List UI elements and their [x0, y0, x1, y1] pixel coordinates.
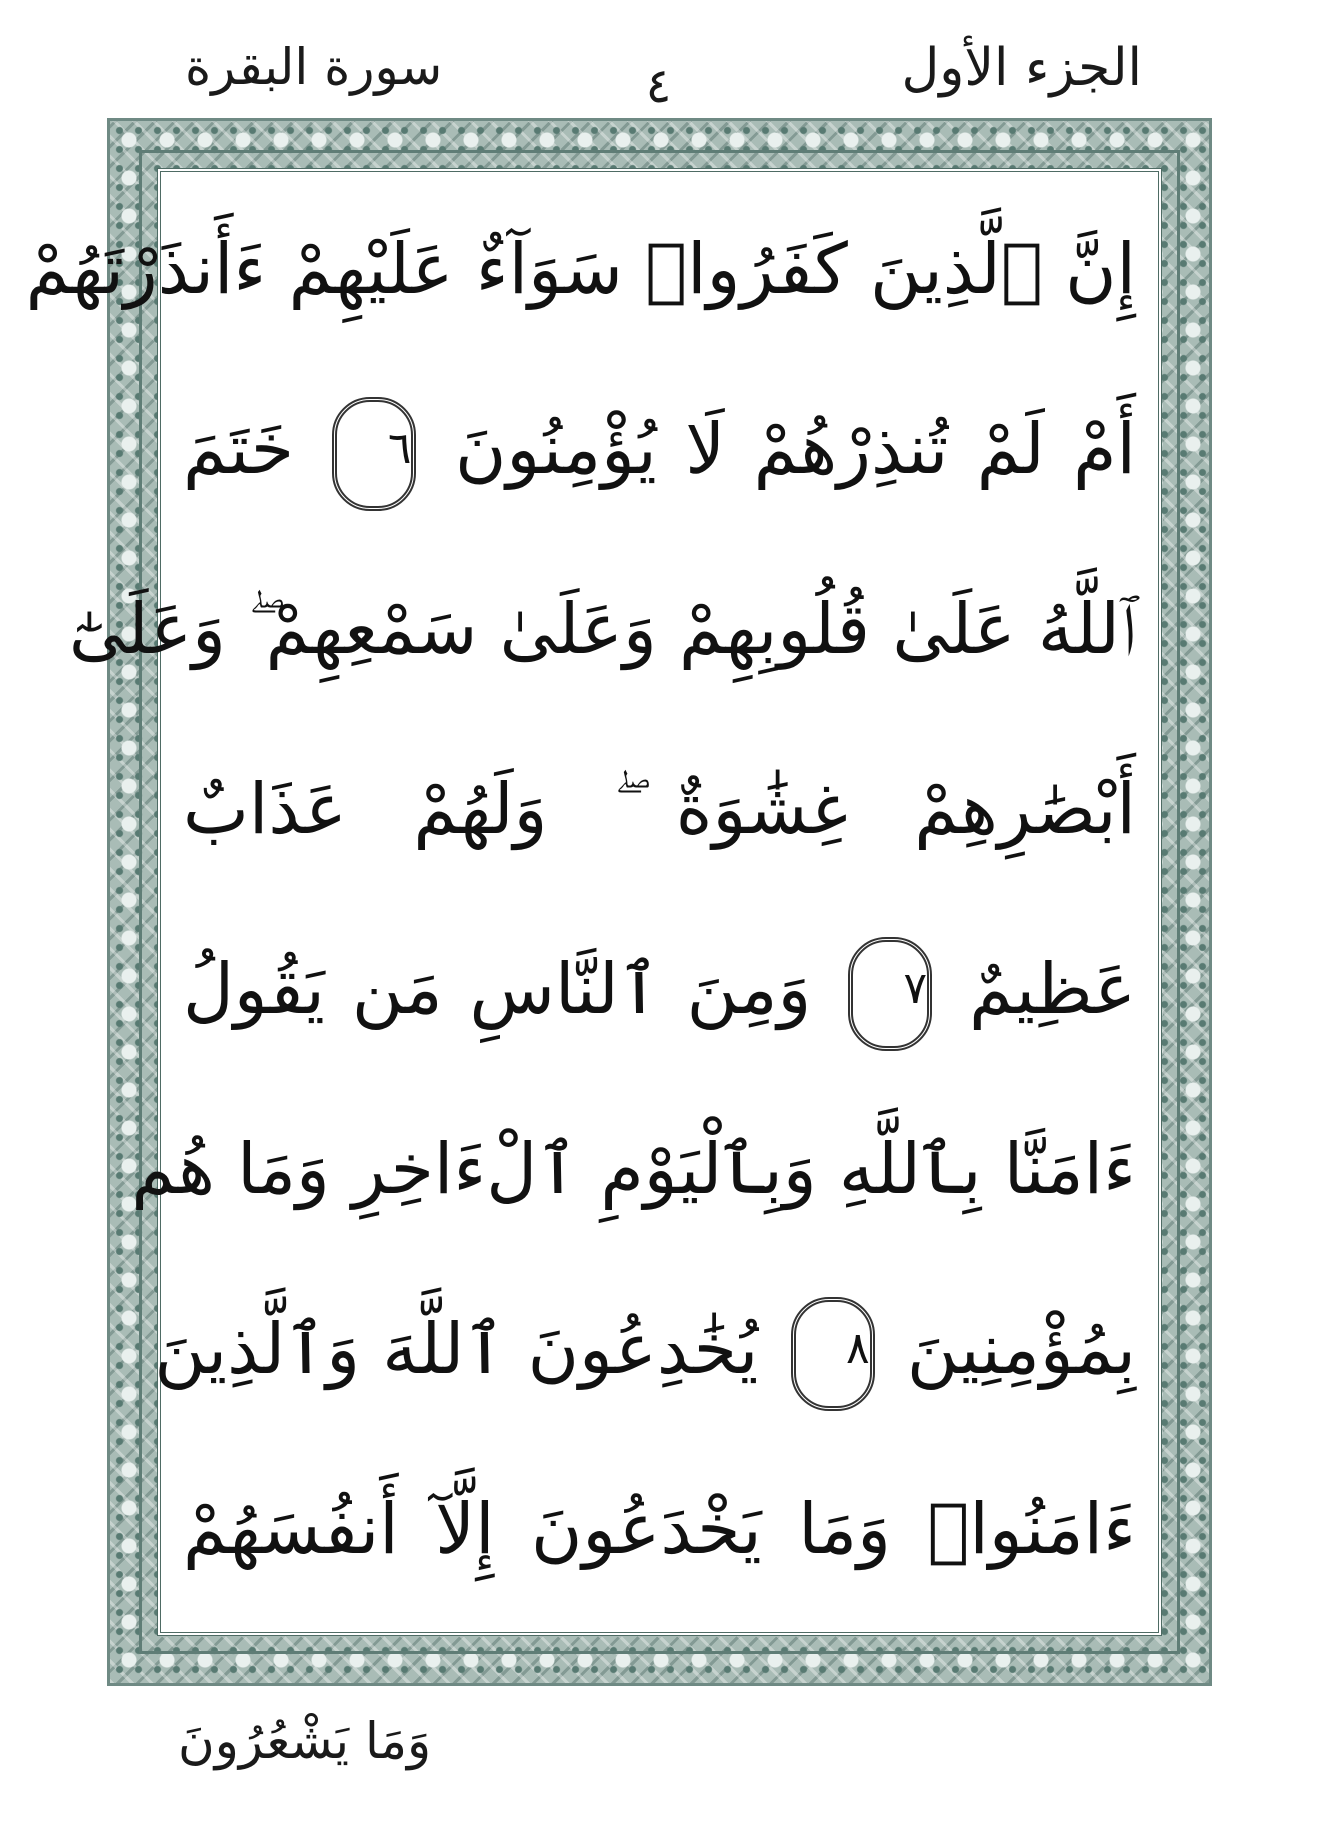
verse-text: ءَامَنُوا۟ وَمَا يَخْدَعُونَ إِلَّآ أَنفُسَهُمْ — [183, 1488, 1136, 1570]
juz-title: الجزء الأول — [901, 38, 1142, 98]
ayah-end-marker: ٨ — [791, 1297, 875, 1411]
verse-line-7 — [154, 1274, 1136, 1424]
text-panel — [25, 168, 1162, 1636]
ayah-end-marker: ٧ — [848, 937, 932, 1051]
verse-line-6 — [131, 1094, 1136, 1244]
verse-text: ٱللَّهُ عَلَىٰ قُلُوبِهِمْ وَعَلَىٰ سَمْعِهِمْ ۖ وَعَلَىٰٓ — [68, 588, 1136, 670]
verse-text: ءَامَنَّا بِٱللَّهِ وَبِٱلْيَوْمِ ٱلْءَاخِرِ وَمَا هُم — [131, 1128, 1136, 1210]
verse-text: أَبْصَٰرِهِمْ غِشَٰوَةٌ ۖ وَلَهُمْ عَذَابٌ — [183, 768, 1136, 850]
catchword: وَمَا يَشْعُرُونَ — [178, 1712, 432, 1770]
page-number: ٤ — [645, 58, 672, 114]
verse-line-1 — [25, 194, 1136, 344]
verse-text: عَظِيمٌ — [969, 948, 1136, 1030]
verse-line-8 — [183, 1454, 1136, 1604]
verse-line-4 — [183, 734, 1136, 884]
verse-line-5 — [183, 914, 1136, 1064]
ornamental-frame — [25, 118, 1212, 1686]
verse-text: يُخَٰدِعُونَ ٱللَّهَ وَٱلَّذِينَ — [154, 1308, 759, 1390]
verse-text: بِمُؤْمِنِينَ — [906, 1308, 1136, 1390]
verse-line-3 — [68, 554, 1136, 704]
verse-text: خَتَمَ — [183, 408, 294, 490]
verse-text: أَمْ لَمْ تُنذِرْهُمْ لَا يُؤْمِنُونَ — [454, 408, 1136, 490]
surah-title: سورة البقرة — [185, 38, 443, 96]
ayah-end-marker: ٦ — [332, 397, 416, 511]
verse-text: إِنَّ ٱلَّذِينَ كَفَرُوا۟ سَوَآءٌ عَلَيْهِمْ ءَأَنذَرْتَهُمْ — [25, 228, 1136, 310]
verse-line-2 — [183, 374, 1136, 524]
verse-text: وَمِنَ ٱلنَّاسِ مَن يَقُولُ — [183, 948, 812, 1030]
